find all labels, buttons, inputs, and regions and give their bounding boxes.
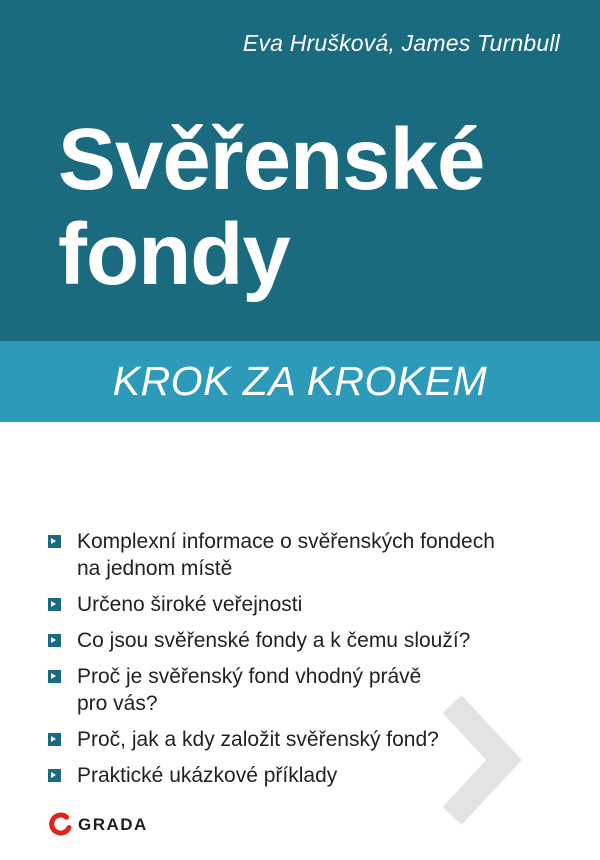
arrow-right-square-icon (48, 733, 61, 746)
feature-text-continued: na jednom místě (77, 557, 233, 580)
arrow-right-square-icon (48, 598, 61, 611)
feature-text: Praktické ukázkové příklady (77, 764, 338, 787)
feature-item (48, 627, 528, 654)
publisher-name: GRADA (78, 815, 148, 834)
book-title-line-1: Svěřenské (58, 111, 485, 208)
feature-text: Proč, jak a kdy založit svěřenský fond? (77, 728, 439, 751)
arrow-right-square-icon (48, 634, 61, 647)
feature-text: Určeno široké veřejnosti (77, 593, 303, 616)
feature-item (48, 591, 528, 618)
feature-text: Komplexní informace o svěřenských fondech (77, 530, 495, 553)
arrow-right-square-icon (48, 769, 61, 782)
arrow-right-square-icon (48, 535, 61, 548)
subtitle-band (0, 341, 600, 422)
arrow-right-square-icon (48, 670, 61, 683)
feature-item (48, 528, 528, 582)
grada-logo-icon (48, 812, 74, 838)
publisher-logo (48, 808, 148, 842)
book-title-line-2: fondy (58, 206, 290, 303)
book-subtitle: KROK ZA KROKEM (112, 358, 488, 404)
shopping-chevron-logo-icon (412, 690, 552, 830)
authors: Eva Hrušková, James Turnbull (242, 30, 560, 56)
title-band (0, 0, 600, 341)
feature-text: Co jsou svěřenské fondy a k čemu slouží? (77, 629, 471, 652)
feature-text: Proč je svěřenský fond vhodný právě (77, 665, 422, 688)
feature-text-continued: pro vás? (77, 692, 158, 715)
book-title (58, 112, 484, 302)
